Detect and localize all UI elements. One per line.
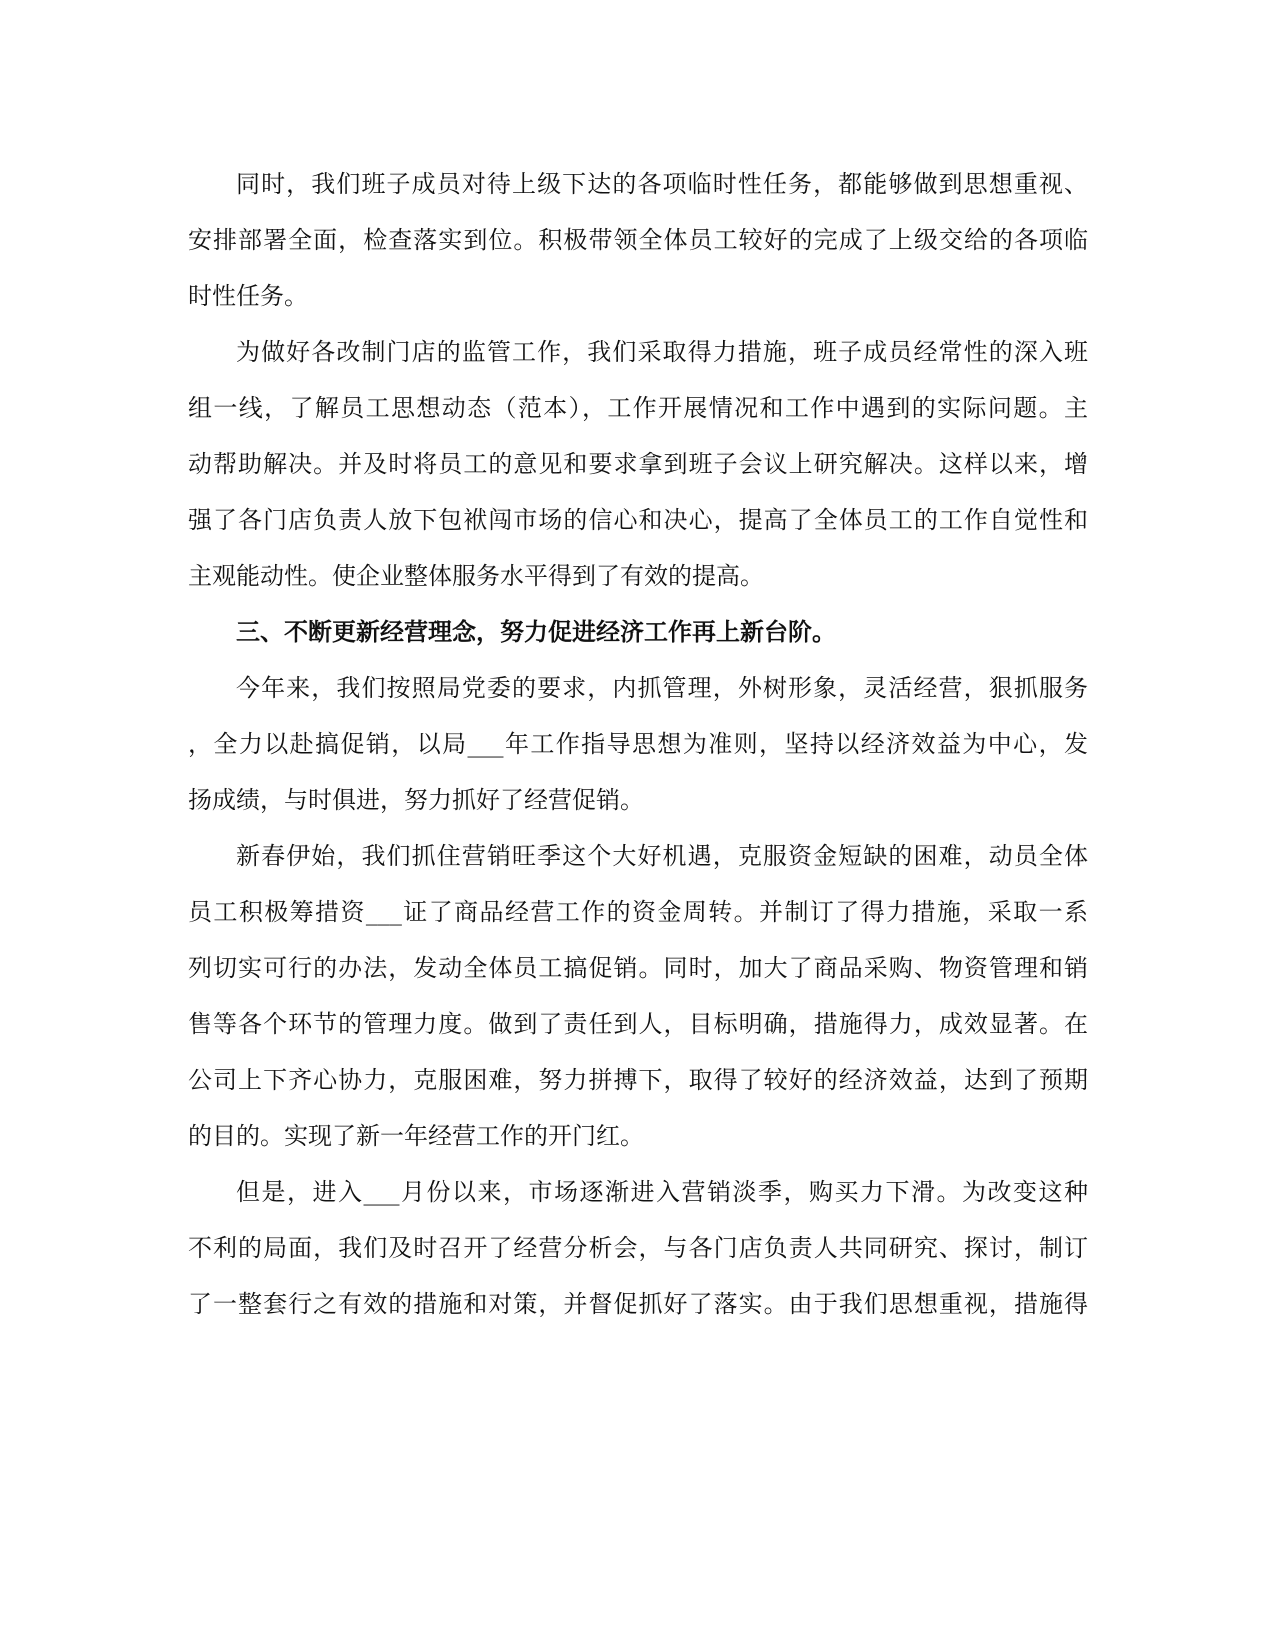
paragraph-line: 员工积极筹措资___证了商品经营工作的资金周转。并制订了得力措施，采取一系 [188, 898, 1088, 926]
paragraph-line: 时性任务。 [188, 282, 308, 310]
paragraph-line: 扬成绩，与时俱进，努力抓好了经营促销。 [188, 786, 644, 814]
paragraph-line: 的目的。实现了新一年经营工作的开门红。 [188, 1122, 644, 1150]
paragraph-line: 但是，进入___月份以来，市场逐渐进入营销淡季，购买力下滑。为改变这种 [236, 1178, 1088, 1206]
paragraph-line: ，全力以赴搞促销，以局___年工作指导思想为准则，坚持以经济效益为中心，发 [188, 730, 1088, 758]
paragraph-line: 安排部署全面，检查落实到位。积极带领全体员工较好的完成了上级交给的各项临 [188, 226, 1088, 254]
paragraph-line: 同时，我们班子成员对待上级下达的各项临时性任务，都能够做到思想重视、 [236, 170, 1088, 198]
section-heading: 三、不断更新经营理念，努力促进经济工作再上新台阶。 [236, 617, 836, 646]
paragraph-line: 列切实可行的办法，发动全体员工搞促销。同时，加大了商品采购、物资管理和销 [188, 954, 1088, 982]
paragraph-line: 为做好各改制门店的监管工作，我们采取得力措施，班子成员经常性的深入班 [236, 338, 1088, 366]
paragraph-line: 强了各门店负责人放下包袱闯市场的信心和决心，提高了全体员工的工作自觉性和 [188, 506, 1088, 534]
paragraph-line: 今年来，我们按照局党委的要求，内抓管理，外树形象，灵活经营，狠抓服务 [236, 674, 1088, 702]
paragraph-line: 了一整套行之有效的措施和对策，并督促抓好了落实。由于我们思想重视，措施得 [188, 1290, 1088, 1318]
paragraph-line: 新春伊始，我们抓住营销旺季这个大好机遇，克服资金短缺的困难，动员全体 [236, 842, 1088, 870]
paragraph-line: 组一线，了解员工思想动态（范本），工作开展情况和工作中遇到的实际问题。主 [188, 394, 1088, 422]
paragraph-line: 公司上下齐心协力，克服困难，努力拼搏下，取得了较好的经济效益，达到了预期 [188, 1066, 1088, 1094]
paragraph-line: 不利的局面，我们及时召开了经营分析会，与各门店负责人共同研究、探讨，制订 [188, 1234, 1088, 1262]
paragraph-line: 动帮助解决。并及时将员工的意见和要求拿到班子会议上研究解决。这样以来，增 [188, 450, 1088, 478]
paragraph-line: 售等各个环节的管理力度。做到了责任到人，目标明确，措施得力，成效显著。在 [188, 1010, 1088, 1038]
paragraph-line: 主观能动性。使企业整体服务水平得到了有效的提高。 [188, 562, 764, 590]
